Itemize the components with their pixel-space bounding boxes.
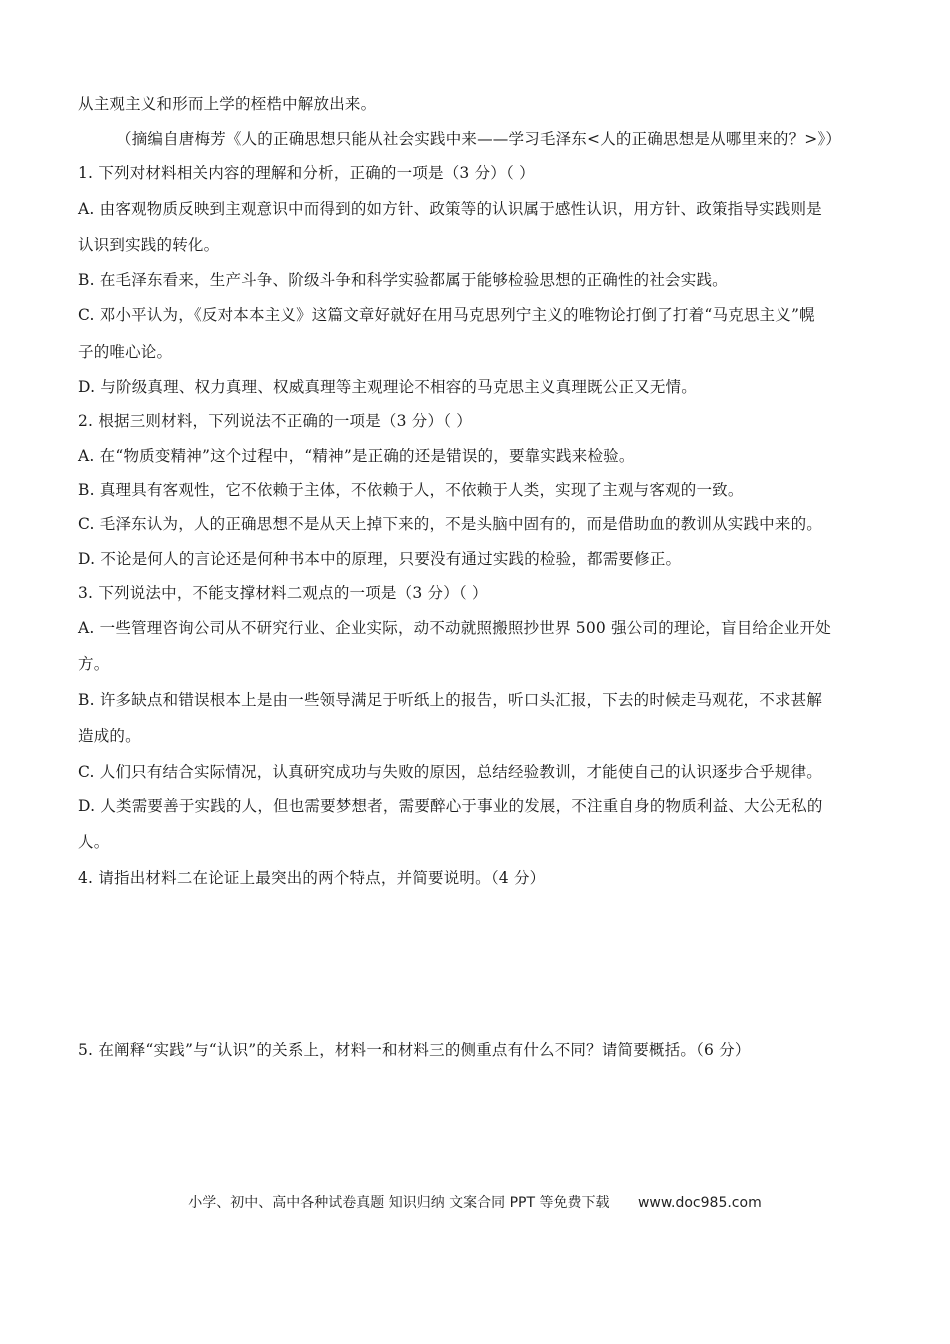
question-2-option-c: C. 毛泽东认为，人的正确思想不是从天上掉下来的，不是头脑中固有的，而是借助血的教训从实践中来的。 — [78, 515, 822, 533]
question-1-option-a-cont: 认识到实践的转化。 — [78, 236, 220, 254]
footer — [0, 1192, 950, 1212]
question-2-stem: 2. 根据三则材料，下列说法不正确的一项是（3 分）（ ） — [78, 412, 472, 430]
question-4: 4. 请指出材料二在论证上最突出的两个特点，并简要说明。（4 分） — [78, 869, 546, 887]
question-3-option-d-cont: 人。 — [78, 833, 110, 851]
question-1-stem: 1. 下列对材料相关内容的理解和分析，正确的一项是（3 分）（ ） — [78, 164, 535, 182]
question-2-option-d: D. 不论是何人的言论还是何种书本中的原理，只要没有通过实践的检验，都需要修正。 — [78, 550, 682, 568]
question-3-option-a: A. 一些管理咨询公司从不研究行业、企业实际，动不动就照搬照抄世界 500 强公司的理论，盲目给企业开处 — [78, 619, 831, 637]
intro-line: 从主观主义和形而上学的桎梏中解放出来。 — [78, 95, 377, 113]
question-3-option-d: D. 人类需要善于实践的人，但也需要梦想者，需要醉心于事业的发展，不注重自身的物质利益、大公无私的 — [78, 797, 823, 815]
question-1-option-b: B. 在毛泽东看来，生产斗争、阶级斗争和科学实验都属于能够检验思想的正确性的社会实践。 — [78, 271, 728, 289]
question-3-option-b: B. 许多缺点和错误根本上是由一些领导满足于听纸上的报告，听口头汇报，下去的时候走马观花，不求甚解 — [78, 691, 823, 709]
question-1-option-c: C. 邓小平认为，《反对本本主义》这篇文章好就好在用马克思列宁主义的唯物论打倒了打着“马克思主义”幌 — [78, 306, 815, 324]
question-5: 5. 在阐释“实践”与“认识”的关系上，材料一和材料三的侧重点有什么不同？请简要概括。（6 分） — [78, 1041, 751, 1059]
question-2-option-b: B. 真理具有客观性，它不依赖于主体，不依赖于人，不依赖于人类，实现了主观与客观的一致。 — [78, 481, 744, 499]
question-3-option-a-cont: 方。 — [78, 655, 110, 673]
question-1-option-d: D. 与阶级真理、权力真理、权威真理等主观理论不相容的马克思主义真理既公正又无情。 — [78, 378, 697, 396]
question-1-option-a: A. 由客观物质反映到主观意识中而得到的如方针、政策等的认识属于感性认识，用方针、政策指导实践则是 — [78, 200, 822, 218]
question-3-option-c: C. 人们只有结合实际情况，认真研究成功与失败的原因，总结经验教训，才能使自己的认识逐步合乎规律。 — [78, 763, 822, 781]
question-3-stem: 3. 下列说法中，不能支撑材料二观点的一项是（3 分）（ ） — [78, 584, 488, 602]
question-1-option-c-cont: 子的唯心论。 — [78, 343, 173, 361]
footer-text: 小学、初中、高中各种试卷真题 知识归纳 文案合同 PPT 等免费下载 — [188, 1195, 610, 1211]
source-citation: （摘编自唐梅芳《人的正确思想只能从社会实践中来——学习毛泽东<人的正确思想是从哪里来的？>》） — [116, 130, 842, 148]
footer-url[interactable]: www.doc985.com — [637, 1195, 762, 1211]
question-3-option-b-cont: 造成的。 — [78, 727, 141, 745]
question-2-option-a: A. 在“物质变精神”这个过程中，“精神”是正确的还是错误的，要靠实践来检验。 — [78, 447, 635, 465]
